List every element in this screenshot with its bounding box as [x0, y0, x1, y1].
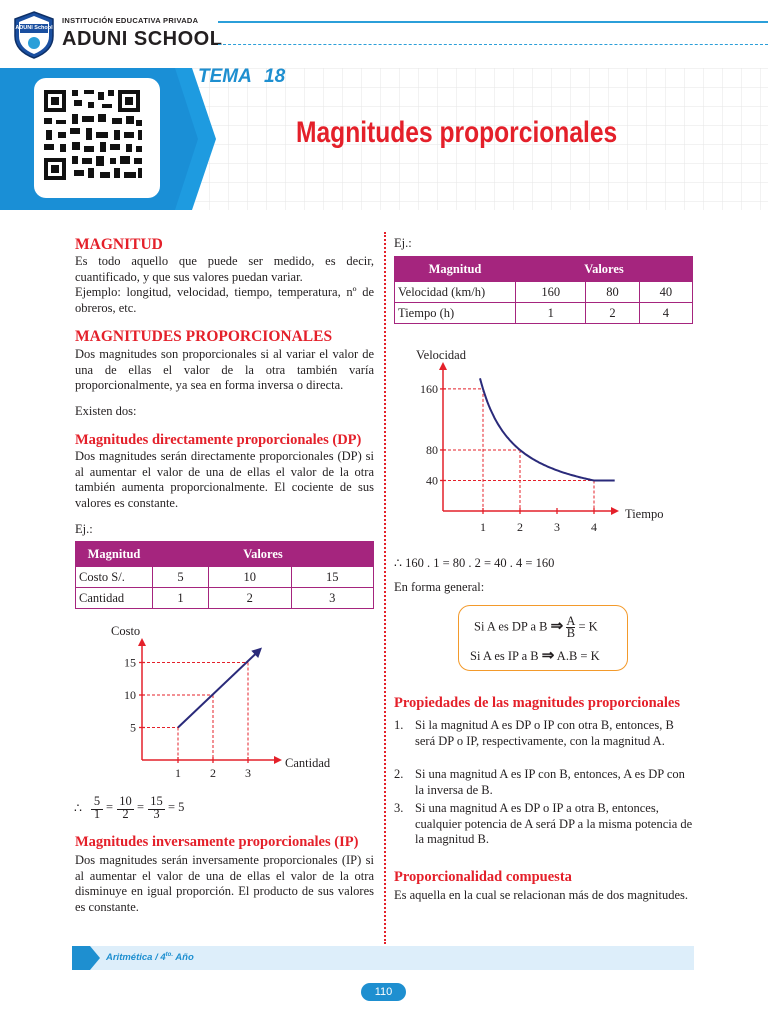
comp-paragraph: Es aquella en la cual se relacionan más de dos magnitudes.	[394, 888, 688, 902]
x-axis-arrow-icon	[274, 756, 282, 764]
dp-heading: Magnitudes directamente proporcionales (DP)	[75, 432, 362, 448]
frac-den: 2	[122, 807, 129, 821]
frac-result: = 5	[168, 800, 185, 814]
tema-number: 18	[264, 66, 286, 87]
rule-dp-suffix: = K	[578, 619, 598, 634]
table-row	[76, 588, 374, 609]
series-line	[178, 653, 257, 728]
table-cell: 2	[586, 303, 639, 324]
x-tick-label: 2	[517, 520, 523, 534]
chart-ylabel: Costo	[111, 624, 141, 638]
y-axis-arrow-icon	[138, 638, 146, 646]
x-tick-label: 1	[480, 520, 486, 534]
table-header-row	[76, 542, 374, 567]
header-rule-top	[218, 21, 768, 23]
y-tick-label: 15	[124, 655, 136, 670]
magnitud-paragraph	[75, 254, 374, 317]
ip-table	[394, 256, 693, 324]
series-curve	[480, 378, 615, 480]
y-tick-label: 160	[420, 381, 438, 396]
frac-den: 1	[93, 807, 101, 821]
table-cell: 4	[639, 303, 692, 324]
x-tick-label: 1	[175, 766, 181, 780]
footer-course-sup: to.	[165, 952, 174, 958]
dp-ej-label: Ej.:	[75, 522, 93, 536]
list-item	[394, 801, 694, 851]
table-cell: 80	[586, 282, 639, 303]
footer-course-end: Año	[173, 952, 194, 964]
table-cell: 1	[516, 303, 586, 324]
props-heading: Propiedades de las magnitudes proporcionales	[394, 695, 681, 711]
magnitud-heading: MAGNITUD	[75, 236, 163, 253]
school-shield-logo	[12, 10, 56, 60]
y-tick-label: 10	[124, 688, 136, 702]
qr-code-icon	[30, 78, 148, 190]
header-rule-dashed	[218, 44, 768, 45]
dp-chart	[100, 620, 350, 790]
chart-xlabel: Cantidad	[285, 756, 331, 770]
list-item	[394, 718, 694, 768]
chart-xlabel: Tiempo	[625, 507, 664, 521]
existen-text: Existen dos:	[75, 404, 137, 418]
frac-num: 5	[91, 794, 103, 810]
logo-text: ADUNI School	[15, 25, 53, 31]
table-header-magnitud: Magnitud	[395, 257, 516, 282]
table-row	[395, 282, 693, 303]
list-text: Si la magnitud A es DP o IP con otra B, entonces, B será DP o IP, respectivamente, con la magnitud A.	[415, 718, 674, 748]
ip-ej-label: Ej.:	[394, 236, 412, 250]
table-cell: 1	[153, 588, 209, 609]
table-row	[395, 303, 693, 324]
y-tick-label: 5	[130, 720, 136, 735]
list-number: 3.	[394, 801, 404, 815]
table-header-valores: Valores	[516, 257, 693, 282]
list-text: Si una magnitud A es IP con B, entonces, A es DP con la inversa de B.	[415, 767, 685, 797]
page-number: 110	[361, 983, 406, 1001]
magnitud-example: Ejemplo: longitud, velocidad, tiempo, temperatura, nº de obreros, etc.	[75, 285, 374, 316]
page-title: Magnitudes proporcionales	[296, 116, 618, 149]
footer-course-name: Aritmética / 4	[106, 952, 166, 964]
table-cell: 15	[291, 567, 374, 588]
x-tick-label: 3	[245, 766, 251, 780]
row-label: Cantidad	[76, 588, 153, 609]
table-cell: 2	[209, 588, 291, 609]
table-cell: 3	[291, 588, 374, 609]
rule-ip-prefix: Si A es IP a B	[470, 649, 539, 663]
rule-ip	[470, 646, 600, 665]
therefore-symbol: ∴	[74, 801, 82, 815]
general-label: En forma general:	[394, 580, 485, 594]
x-axis-arrow-icon	[611, 507, 619, 515]
footer-chevron-icon	[72, 946, 102, 970]
ip-chart	[410, 342, 690, 542]
school-name: ADUNI SCHOOL	[62, 28, 223, 50]
frac-den: 3	[153, 807, 160, 821]
ip-formula: ∴ 160 . 1 = 80 . 2 = 40 . 4 = 160	[394, 556, 555, 570]
chart-ylabel: Velocidad	[416, 348, 466, 362]
list-number: 2.	[394, 767, 404, 781]
row-label: Tiempo (h)	[395, 303, 516, 324]
dp-paragraph: Dos magnitudes serán directamente proporcionales (DP) si al aumentar el valor de una de ellas el valor de la otra también aumenta proporcionalmente. El cociente de sus valores es constante.	[75, 449, 374, 511]
implies-icon: ⇒	[541, 648, 555, 664]
y-axis-arrow-icon	[439, 362, 447, 370]
table-cell: 10	[209, 567, 291, 588]
row-label: Velocidad (km/h)	[395, 282, 516, 303]
frac-num: A	[566, 614, 576, 628]
list-text: Si una magnitud A es DP o IP a otra B, entonces, cualquier potencia de A será DP a la misma potencia de la magnitud B.	[415, 801, 693, 846]
row-label: Costo S/.	[76, 567, 153, 588]
x-tick-label: 4	[591, 520, 597, 534]
y-tick-label: 80	[426, 442, 438, 457]
frac-den: B	[566, 626, 576, 640]
tema-label: TEMA	[198, 66, 252, 87]
magnitud-text: Es todo aquello que puede ser medido, es decir, cuantificado, y que sus valores puedan variar.	[75, 254, 374, 284]
table-cell: 40	[639, 282, 692, 303]
table-row	[76, 567, 374, 588]
column-divider	[384, 232, 386, 944]
rule-dp-prefix: Si A es DP a B	[474, 619, 548, 634]
ip-heading: Magnitudes inversamente proporcionales (IP)	[75, 834, 359, 850]
institution-label: INSTITUCIÓN EDUCATIVA PRIVADA	[62, 16, 199, 25]
frac-num: 15	[148, 794, 165, 810]
table-header-valores: Valores	[153, 542, 374, 567]
footer-course	[106, 952, 194, 963]
x-tick-label: 2	[210, 766, 216, 780]
list-item	[394, 767, 694, 801]
rule-dp-fraction	[566, 616, 575, 639]
prop-heading: MAGNITUDES PROPORCIONALES	[75, 328, 333, 345]
rule-ip-suffix: A.B = K	[556, 649, 600, 663]
comp-heading: Proporcionalidad compuesta	[394, 869, 572, 885]
implies-icon: ⇒	[550, 618, 564, 635]
table-header-row	[395, 257, 693, 282]
frac-num: 10	[117, 794, 134, 810]
rule-dp	[474, 616, 598, 639]
dp-table	[75, 541, 374, 609]
ip-paragraph: Dos magnitudes serán inversamente proporcionales (IP) si al aumentar el valor de una de ellas el valor de la otra disminuye en igual proporción. El producto de sus valores es constante.	[75, 853, 374, 915]
table-header-magnitud: Magnitud	[76, 542, 153, 567]
prop-paragraph: Dos magnitudes son proporcionales si al variar el valor de una de ellas el valor de la otra también varía proporcionalmente, ya sea en forma inversa o directa.	[75, 347, 374, 393]
table-cell: 160	[516, 282, 586, 303]
list-number: 1.	[394, 718, 404, 732]
y-tick-label: 40	[426, 473, 438, 488]
table-cell: 5	[153, 567, 209, 588]
x-tick-label: 3	[554, 520, 560, 534]
